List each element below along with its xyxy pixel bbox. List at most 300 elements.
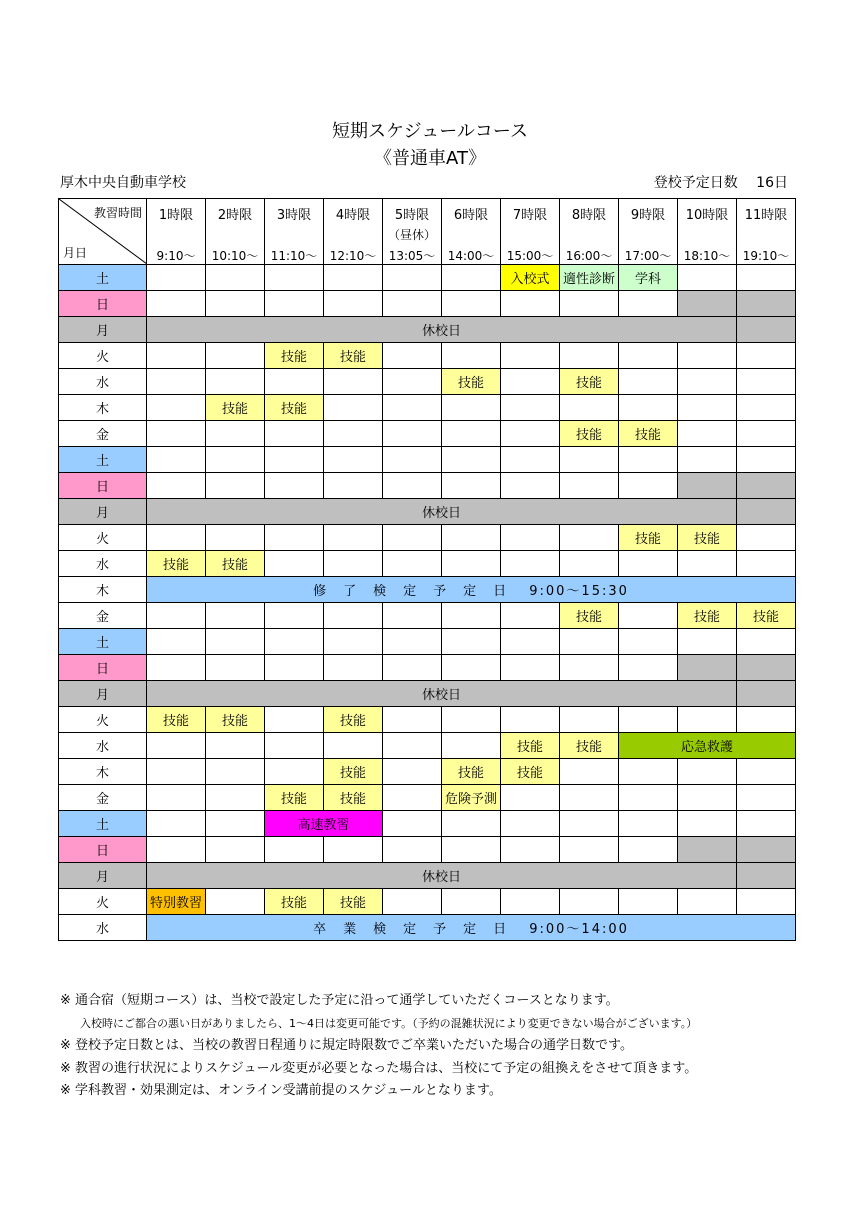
schedule-cell xyxy=(206,837,265,863)
schedule-row xyxy=(59,265,796,291)
day-cell: 木 xyxy=(59,759,147,785)
schedule-cell xyxy=(619,629,678,655)
schedule-cell xyxy=(737,421,796,447)
day-cell: 木 xyxy=(59,577,147,603)
schedule-cell xyxy=(383,473,442,499)
holiday-cell: 休校日 xyxy=(147,317,737,343)
schedule-row xyxy=(59,291,796,317)
schedule-table xyxy=(58,198,796,941)
period-label: 1時限 xyxy=(158,208,194,223)
schedule-cell xyxy=(442,655,501,681)
schedule-cell xyxy=(265,733,324,759)
day-cell: 水 xyxy=(59,915,147,941)
schedule-cell xyxy=(678,447,737,473)
lesson-cell: 危険予測 xyxy=(442,785,501,811)
schedule-cell xyxy=(501,603,560,629)
schedule-cell xyxy=(324,655,383,681)
schedule-cell xyxy=(383,837,442,863)
schedule-cell xyxy=(619,343,678,369)
day-cell: 火 xyxy=(59,343,147,369)
schedule-cell xyxy=(501,395,560,421)
schedule-cell xyxy=(560,811,619,837)
schedule-cell xyxy=(442,837,501,863)
schedule-cell xyxy=(324,291,383,317)
schedule-cell xyxy=(265,447,324,473)
schedule-cell xyxy=(442,447,501,473)
schedule-cell xyxy=(501,837,560,863)
schedule-cell xyxy=(560,759,619,785)
lesson-cell: 技能 xyxy=(737,603,796,629)
header-corner xyxy=(59,199,147,265)
day-cell: 月 xyxy=(59,681,147,707)
schedule-cell xyxy=(147,291,206,317)
schedule-row xyxy=(59,343,796,369)
schedule-cell xyxy=(147,655,206,681)
schedule-cell xyxy=(619,551,678,577)
schedule-cell xyxy=(383,291,442,317)
days-value: 16日 xyxy=(756,175,788,191)
schedule-cell xyxy=(442,473,501,499)
schedule-cell xyxy=(383,369,442,395)
schedule-cell xyxy=(265,551,324,577)
schedule-cell xyxy=(501,707,560,733)
schedule-cell xyxy=(147,629,206,655)
schedule-cell xyxy=(501,343,560,369)
schedule-cell xyxy=(737,447,796,473)
schedule-row xyxy=(59,421,796,447)
schedule-cell xyxy=(560,473,619,499)
schedule-cell xyxy=(560,889,619,915)
day-cell: 金 xyxy=(59,785,147,811)
schedule-cell xyxy=(560,551,619,577)
schedule-cell xyxy=(265,369,324,395)
lesson-cell: 技能 xyxy=(678,603,737,629)
schedule-cell xyxy=(206,525,265,551)
schedule-cell xyxy=(501,447,560,473)
period-header xyxy=(678,199,737,265)
schedule-cell xyxy=(206,421,265,447)
schedule-cell xyxy=(383,603,442,629)
schedule-cell xyxy=(265,525,324,551)
schedule-row xyxy=(59,785,796,811)
schedule-cell xyxy=(442,811,501,837)
schedule-cell xyxy=(324,421,383,447)
period-header xyxy=(147,199,206,265)
days-label: 登校予定日数 xyxy=(653,175,738,191)
schedule-cell xyxy=(147,785,206,811)
period-header xyxy=(265,199,324,265)
schedule-cell xyxy=(147,473,206,499)
lesson-cell: 技能 xyxy=(678,525,737,551)
holiday-cell: 休校日 xyxy=(147,863,737,889)
schedule-cell xyxy=(265,265,324,291)
schedule-cell xyxy=(560,395,619,421)
schedule-cell xyxy=(206,785,265,811)
schedule-cell xyxy=(383,889,442,915)
schedule-row xyxy=(59,733,796,759)
schedule-cell xyxy=(501,655,560,681)
schedule-cell xyxy=(619,707,678,733)
schedule-cell xyxy=(147,733,206,759)
period-label: 6時限 xyxy=(453,208,489,223)
schedule-cell xyxy=(324,265,383,291)
schedule-cell xyxy=(442,395,501,421)
schedule-row xyxy=(59,577,796,603)
schedule-row xyxy=(59,889,796,915)
day-cell: 日 xyxy=(59,291,147,317)
corner-top-label: 教習時間 xyxy=(93,206,142,220)
period-header xyxy=(737,199,796,265)
schedule-cell xyxy=(560,525,619,551)
lesson-cell: 入校式 xyxy=(501,265,560,291)
exam-cell: 卒 業 検 定 予 定 日 9:00～14:00 xyxy=(147,915,796,941)
period-label: 5時限 xyxy=(394,208,430,223)
schedule-cell xyxy=(560,447,619,473)
schedule-row xyxy=(59,499,796,525)
schedule-cell xyxy=(442,421,501,447)
schedule-cell xyxy=(383,447,442,473)
schedule-cell xyxy=(383,343,442,369)
period-label: 8時限 xyxy=(571,208,607,223)
schedule-cell xyxy=(737,317,796,343)
schedule-cell xyxy=(442,265,501,291)
schedule-cell xyxy=(737,343,796,369)
schedule-cell xyxy=(619,759,678,785)
schedule-cell xyxy=(383,785,442,811)
schedule-row xyxy=(59,655,796,681)
note-line: 入校時にご都合の悪い日がありましたら、1～4日は変更可能です。（予約の混雑状況により変更できない場合がございます。） xyxy=(80,1016,698,1030)
note-line: ※ 通合宿（短期コース）は、当校で設定した予定に沿って通学していただくコースとなります。 xyxy=(60,993,619,1008)
schedule-row xyxy=(59,681,796,707)
schedule-cell xyxy=(619,291,678,317)
period-label: 4時限 xyxy=(335,208,371,223)
schedule-cell xyxy=(560,291,619,317)
schedule-cell xyxy=(737,837,796,863)
schedule-row xyxy=(59,603,796,629)
schedule-cell xyxy=(442,343,501,369)
schedule-cell xyxy=(560,785,619,811)
schedule-cell xyxy=(147,525,206,551)
schedule-cell xyxy=(737,499,796,525)
schedule-cell xyxy=(206,603,265,629)
schedule-cell xyxy=(206,655,265,681)
schedule-cell xyxy=(442,707,501,733)
period-time: 12:10～ xyxy=(329,249,377,263)
schedule-row xyxy=(59,395,796,421)
holiday-cell: 休校日 xyxy=(147,499,737,525)
lesson-cell: 技能 xyxy=(206,395,265,421)
schedule-cell xyxy=(442,733,501,759)
period-time: 19:10～ xyxy=(742,249,790,263)
lesson-cell: 技能 xyxy=(442,759,501,785)
schedule-row xyxy=(59,759,796,785)
schedule-cell xyxy=(442,629,501,655)
schedule-cell xyxy=(147,343,206,369)
schedule-cell xyxy=(737,707,796,733)
lesson-cell: 技能 xyxy=(265,889,324,915)
schedule-cell xyxy=(147,837,206,863)
schedule-cell xyxy=(678,421,737,447)
period-label: 2時限 xyxy=(217,208,253,223)
holiday-cell: 休校日 xyxy=(147,681,737,707)
schedule-cell xyxy=(206,343,265,369)
period-header xyxy=(206,199,265,265)
schedule-cell xyxy=(206,629,265,655)
schedule-cell xyxy=(501,785,560,811)
schedule-cell xyxy=(501,291,560,317)
note-line: ※ 学科教習・効果測定は、オンライン受講前提のスケジュールとなります。 xyxy=(60,1083,502,1098)
schedule-cell xyxy=(560,343,619,369)
schedule-row xyxy=(59,811,796,837)
schedule-cell xyxy=(265,707,324,733)
schedule-cell xyxy=(619,655,678,681)
schedule-cell xyxy=(206,369,265,395)
schedule-cell xyxy=(442,603,501,629)
period-header xyxy=(560,199,619,265)
day-cell: 土 xyxy=(59,447,147,473)
schedule-cell xyxy=(383,655,442,681)
schedule-cell xyxy=(324,447,383,473)
day-cell: 月 xyxy=(59,317,147,343)
schedule-cell xyxy=(619,369,678,395)
schedule-cell xyxy=(324,733,383,759)
schedule-cell xyxy=(560,629,619,655)
schedule-row xyxy=(59,525,796,551)
schedule-cell xyxy=(737,655,796,681)
schedule-row xyxy=(59,629,796,655)
lesson-cell: 技能 xyxy=(324,785,383,811)
period-time: 10:10～ xyxy=(211,249,259,263)
schedule-cell xyxy=(324,837,383,863)
lesson-cell: 技能 xyxy=(619,421,678,447)
lesson-cell: 技能 xyxy=(619,525,678,551)
lesson-cell: 技能 xyxy=(501,733,560,759)
period-time: 13:05～ xyxy=(388,249,436,263)
schedule-cell xyxy=(737,759,796,785)
header-row xyxy=(59,199,796,265)
schedule-cell xyxy=(737,629,796,655)
schedule-cell xyxy=(678,811,737,837)
lesson-cell: 技能 xyxy=(442,369,501,395)
schedule-cell xyxy=(265,629,324,655)
period-time: 16:00～ xyxy=(565,249,613,263)
note-line: ※ 教習の進行状況によりスケジュール変更が必要となった場合は、当校にて予定の組換えをさせて頂きます。 xyxy=(60,1060,698,1076)
lesson-cell: 技能 xyxy=(265,343,324,369)
lesson-cell: 高速教習 xyxy=(265,811,383,837)
lesson-cell: 技能 xyxy=(324,889,383,915)
schedule-cell xyxy=(737,525,796,551)
lesson-cell: 技能 xyxy=(206,707,265,733)
period-label: 9時限 xyxy=(630,208,666,223)
period-time: 11:10～ xyxy=(270,249,318,263)
schedule-cell xyxy=(206,811,265,837)
schedule-cell xyxy=(265,291,324,317)
schedule-cell xyxy=(678,759,737,785)
lesson-cell: 技能 xyxy=(560,421,619,447)
schedule-cell xyxy=(560,655,619,681)
schedule-cell xyxy=(383,551,442,577)
schedule-cell xyxy=(737,395,796,421)
schedule-cell xyxy=(324,525,383,551)
schedule-cell xyxy=(501,889,560,915)
period-header xyxy=(501,199,560,265)
schedule-cell xyxy=(501,551,560,577)
day-cell: 土 xyxy=(59,265,147,291)
schedule-cell xyxy=(737,265,796,291)
day-cell: 金 xyxy=(59,603,147,629)
schedule-cell xyxy=(619,889,678,915)
schedule-cell xyxy=(206,265,265,291)
schedule-row xyxy=(59,707,796,733)
schedule-row xyxy=(59,863,796,889)
schedule-cell xyxy=(501,811,560,837)
schedule-cell xyxy=(619,785,678,811)
day-cell: 月 xyxy=(59,499,147,525)
period-label: 3時限 xyxy=(276,208,312,223)
period-time: 9:10～ xyxy=(156,249,196,263)
lesson-cell: 技能 xyxy=(265,785,324,811)
schedule-cell xyxy=(147,421,206,447)
schedule-cell xyxy=(737,551,796,577)
schedule-cell xyxy=(206,447,265,473)
attendance-days xyxy=(654,172,788,192)
schedule-cell xyxy=(324,551,383,577)
period-note: （昼休） xyxy=(387,228,436,242)
schedule-cell xyxy=(619,837,678,863)
period-label: 10時限 xyxy=(685,208,729,223)
schedule-cell xyxy=(619,447,678,473)
lesson-cell: 学科 xyxy=(619,265,678,291)
period-time: 17:00～ xyxy=(624,249,672,263)
day-cell: 水 xyxy=(59,369,147,395)
schedule-cell xyxy=(265,759,324,785)
schedule-cell xyxy=(442,525,501,551)
schedule-cell xyxy=(619,603,678,629)
page-title: 短期スケジュールコース xyxy=(331,121,529,142)
lesson-cell: 技能 xyxy=(560,603,619,629)
period-header xyxy=(324,199,383,265)
schedule-cell xyxy=(147,603,206,629)
day-cell: 金 xyxy=(59,421,147,447)
schedule-cell xyxy=(737,369,796,395)
schedule-cell xyxy=(324,629,383,655)
schedule-cell xyxy=(147,447,206,473)
period-time: 15:00～ xyxy=(506,249,554,263)
day-cell: 日 xyxy=(59,655,147,681)
schedule-row xyxy=(59,473,796,499)
period-header xyxy=(383,199,442,265)
schedule-cell xyxy=(206,759,265,785)
schedule-cell xyxy=(442,291,501,317)
schedule-row xyxy=(59,837,796,863)
schedule-cell xyxy=(737,811,796,837)
schedule-cell xyxy=(678,785,737,811)
schedule-cell xyxy=(737,863,796,889)
lesson-cell: 技能 xyxy=(560,369,619,395)
schedule-cell xyxy=(147,395,206,421)
schedule-cell xyxy=(501,421,560,447)
lesson-cell: 技能 xyxy=(265,395,324,421)
schedule-cell xyxy=(383,733,442,759)
period-time: 14:00～ xyxy=(447,249,495,263)
day-cell: 水 xyxy=(59,551,147,577)
schedule-cell xyxy=(383,395,442,421)
lesson-cell: 技能 xyxy=(147,551,206,577)
schedule-cell xyxy=(147,759,206,785)
schedule-cell xyxy=(678,291,737,317)
schedule-cell xyxy=(678,837,737,863)
schedule-row xyxy=(59,447,796,473)
schedule-row xyxy=(59,317,796,343)
schedule-cell xyxy=(206,733,265,759)
schedule-cell xyxy=(737,291,796,317)
page-subtitle: 《普通車AT》 xyxy=(374,148,486,169)
schedule-cell xyxy=(560,837,619,863)
day-cell: 月 xyxy=(59,863,147,889)
schedule-cell xyxy=(501,629,560,655)
schedule-cell xyxy=(737,473,796,499)
schedule-cell xyxy=(678,551,737,577)
schedule-cell xyxy=(442,889,501,915)
schedule-cell xyxy=(678,395,737,421)
corner-bottom-label: 月日 xyxy=(63,246,88,260)
lesson-cell: 技能 xyxy=(147,707,206,733)
period-header xyxy=(442,199,501,265)
school-name: 厚木中央自動車学校 xyxy=(60,175,186,191)
note-line: ※ 登校予定日数とは、当校の教習日程通りに規定時限数でご卒業いただいた場合の通学日数です。 xyxy=(60,1038,633,1053)
schedule-cell xyxy=(383,811,442,837)
schedule-row xyxy=(59,915,796,941)
schedule-cell xyxy=(678,473,737,499)
schedule-cell xyxy=(147,369,206,395)
schedule-cell xyxy=(678,369,737,395)
schedule-cell xyxy=(678,889,737,915)
schedule-cell xyxy=(383,629,442,655)
schedule-cell xyxy=(265,603,324,629)
schedule-cell xyxy=(383,265,442,291)
schedule-cell xyxy=(737,785,796,811)
schedule-cell xyxy=(206,473,265,499)
schedule-cell xyxy=(206,291,265,317)
exam-cell: 修 了 検 定 予 定 日 9:00～15:30 xyxy=(147,577,796,603)
schedule-cell xyxy=(383,707,442,733)
schedule-cell xyxy=(737,681,796,707)
schedule-cell xyxy=(265,421,324,447)
schedule-cell xyxy=(147,811,206,837)
schedule-cell xyxy=(383,525,442,551)
schedule-cell xyxy=(383,759,442,785)
schedule-cell xyxy=(619,395,678,421)
day-cell: 日 xyxy=(59,473,147,499)
day-cell: 日 xyxy=(59,837,147,863)
day-cell: 土 xyxy=(59,629,147,655)
lesson-cell: 技能 xyxy=(206,551,265,577)
schedule-cell xyxy=(324,603,383,629)
lesson-cell: 技能 xyxy=(560,733,619,759)
day-cell: 火 xyxy=(59,707,147,733)
schedule-cell xyxy=(442,551,501,577)
schedule-row xyxy=(59,369,796,395)
day-cell: 木 xyxy=(59,395,147,421)
schedule-cell xyxy=(324,395,383,421)
lesson-cell: 適性診断 xyxy=(560,265,619,291)
schedule-cell xyxy=(501,525,560,551)
schedule-cell xyxy=(678,629,737,655)
schedule-cell xyxy=(324,473,383,499)
schedule-cell xyxy=(737,889,796,915)
period-label: 11時限 xyxy=(744,208,788,223)
schedule-cell xyxy=(147,265,206,291)
